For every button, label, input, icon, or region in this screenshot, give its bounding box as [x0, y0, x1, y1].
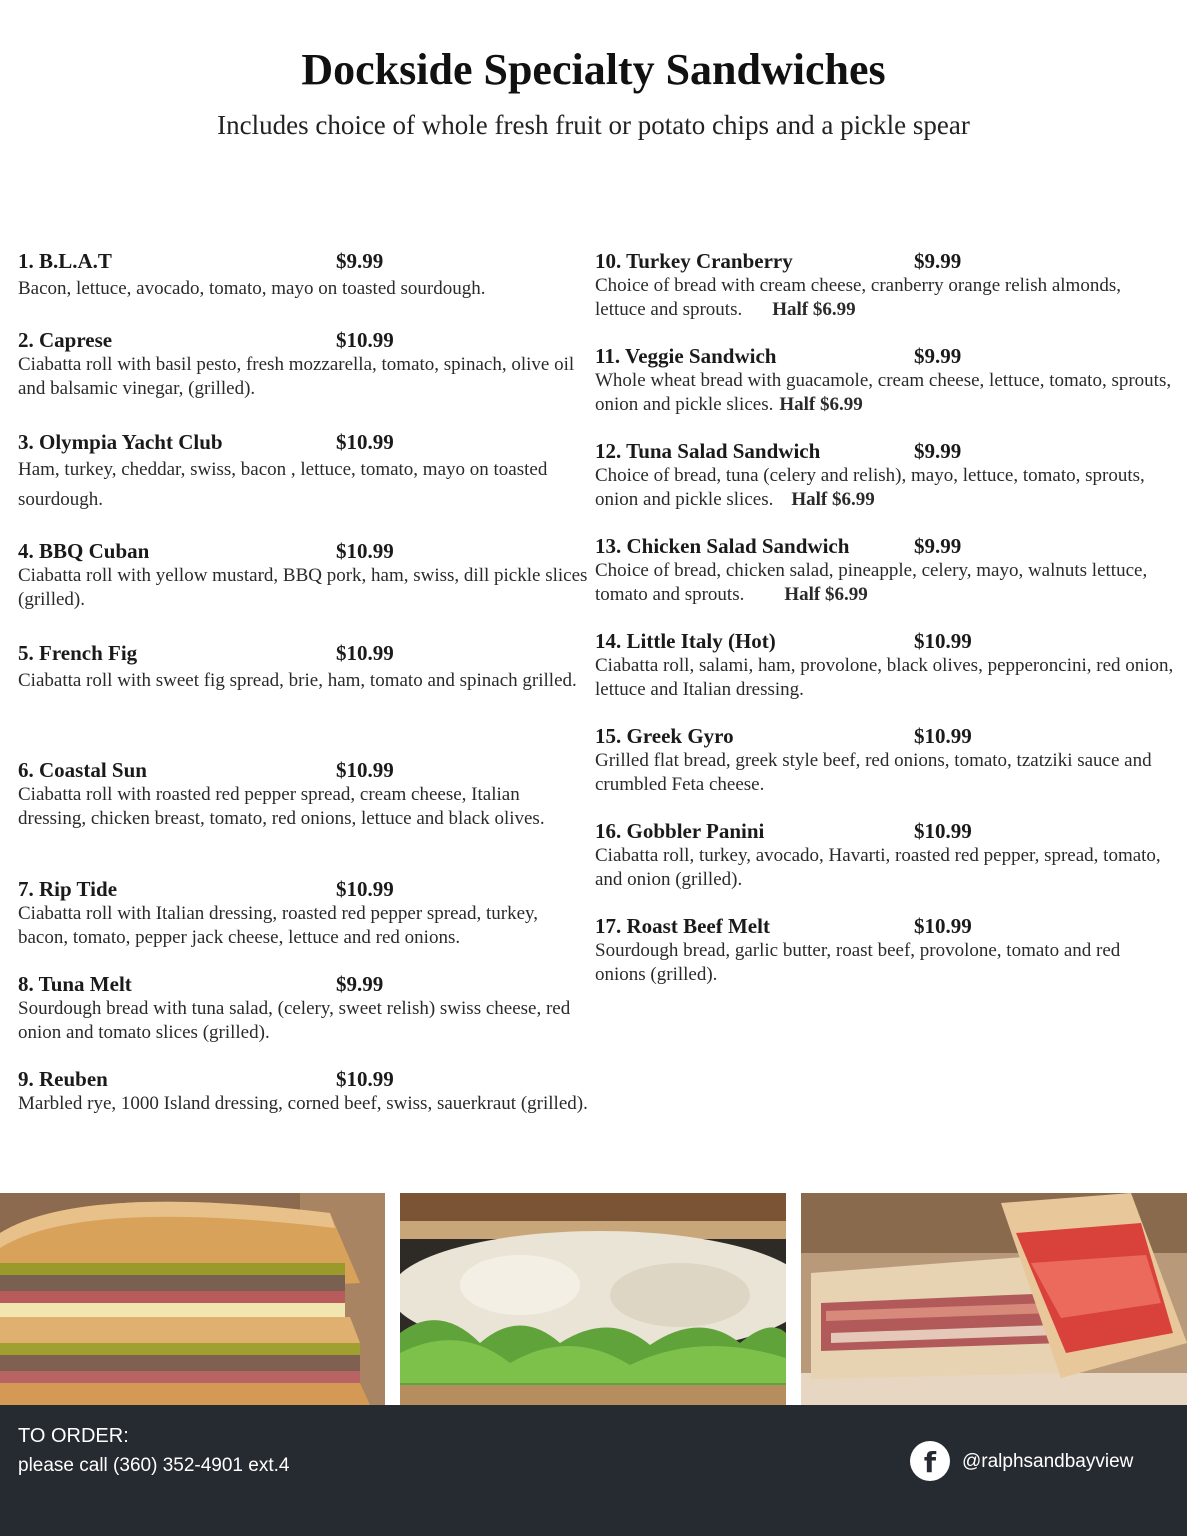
item-name: 13. Chicken Salad Sandwich: [595, 534, 850, 558]
item-name: 10. Turkey Cranberry: [595, 249, 793, 273]
item-desc: Sourdough bread, garlic butter, roast beef, provolone, tomato and red onions (grilled).: [595, 940, 1121, 985]
menu-item-olympia-yacht-club: [18, 429, 588, 515]
item-name: 17. Roast Beef Melt: [595, 914, 770, 938]
item-price: $9.99: [914, 249, 962, 273]
order-label: TO ORDER:: [18, 1425, 129, 1447]
item-name: 15. Greek Gyro: [595, 724, 734, 748]
item-desc: Ciabatta roll with sweet fig spread, brie, ham, tomato and spinach grilled.: [18, 670, 577, 691]
cuban-sandwich-photo: [0, 1193, 385, 1405]
item-price: $10.99: [336, 758, 394, 782]
menu-item-blat: [18, 248, 588, 304]
item-desc: Choice of bread with cream cheese, cranberry orange relish almonds, lettuce and sprouts.: [595, 275, 1121, 320]
item-desc: Ham, turkey, cheddar, swiss, bacon , lettuce, tomato, mayo on toasted sourdough.: [18, 459, 548, 510]
item-desc: Choice of bread, tuna (celery and relish), mayo, lettuce, tomato, sprouts, onion and pickle slices.: [595, 465, 1145, 510]
item-desc: Ciabatta roll, turkey, avocado, Havarti, roasted red pepper, spread, tomato, and onion (grilled).: [595, 845, 1161, 890]
item-name: 8. Tuna Melt: [18, 972, 132, 996]
half-price: Half $6.99: [784, 584, 868, 605]
half-price: Half $6.99: [791, 489, 875, 510]
roast-beef-melt-photo: [801, 1193, 1187, 1405]
page-subtitle: Includes choice of whole fresh fruit or potato chips and a pickle spear: [217, 110, 970, 140]
menu-item-caprese: [18, 327, 588, 401]
menu-item-roast-beef-melt: [595, 913, 1175, 987]
item-name: 6. Coastal Sun: [18, 758, 147, 782]
menu-item-reuben: [18, 1066, 588, 1116]
item-price: $10.99: [336, 328, 394, 352]
item-name: 16. Gobbler Panini: [595, 819, 765, 843]
social-handle[interactable]: @ralphsandbayview: [962, 1451, 1134, 1472]
item-name: 9. Reuben: [18, 1067, 108, 1091]
item-name: 1. B.L.A.T: [18, 249, 112, 273]
item-desc: Ciabatta roll with Italian dressing, roasted red pepper spread, turkey, bacon, tomato, pepper jack cheese, lettuce and red onions.: [18, 903, 539, 948]
item-price: $9.99: [914, 439, 962, 463]
item-desc: Bacon, lettuce, avocado, tomato, mayo on toasted sourdough.: [18, 278, 486, 299]
item-price: $10.99: [914, 914, 972, 938]
footer: [0, 1405, 1187, 1536]
menu-item-bbq-cuban: [18, 538, 588, 612]
menu-item-rip-tide: [18, 876, 588, 950]
item-price: $9.99: [336, 972, 384, 996]
item-name: 7. Rip Tide: [18, 877, 118, 901]
item-desc: Grilled flat bread, greek style beef, red onions, tomato, tzatziki sauce and crumbled Feta cheese.: [595, 750, 1152, 795]
item-price: $10.99: [336, 641, 394, 665]
item-price: $9.99: [914, 344, 962, 368]
menu-item-gobbler-panini: [595, 818, 1175, 892]
menu-item-greek-gyro: [595, 723, 1175, 797]
menu-item-tuna-melt: [18, 971, 588, 1045]
item-desc: Marbled rye, 1000 Island dressing, corned beef, swiss, sauerkraut (grilled).: [18, 1093, 588, 1114]
item-desc: Whole wheat bread with guacamole, cream cheese, lettuce, tomato, sprouts, onion and pickle slices.: [595, 370, 1172, 415]
menu-item-turkey-cranberry: [595, 248, 1175, 322]
item-desc: Ciabatta roll with yellow mustard, BBQ pork, ham, swiss, dill pickle slices (grilled).: [18, 565, 588, 610]
menu-item-little-italy: [595, 628, 1175, 702]
facebook-icon[interactable]: f: [910, 1441, 950, 1481]
item-name: 4. BBQ Cuban: [18, 539, 150, 563]
item-price: $9.99: [336, 249, 384, 273]
menu-item-tuna-salad-sandwich: [595, 438, 1175, 512]
item-desc: Choice of bread, chicken salad, pineapple, celery, mayo, walnuts lettuce, tomato and sprouts.: [595, 560, 1148, 605]
item-price: $10.99: [336, 1067, 394, 1091]
item-price: $10.99: [914, 819, 972, 843]
item-desc: Ciabatta roll with basil pesto, fresh mozzarella, tomato, spinach, olive oil and balsamic vinegar, (grilled).: [18, 354, 575, 399]
item-price: $10.99: [914, 629, 972, 653]
item-desc: Ciabatta roll with roasted red pepper spread, cream cheese, Italian dressing, chicken breast, tomato, red onions, lettuce and black olives.: [18, 784, 545, 829]
menu-item-french-fig: [18, 640, 588, 696]
half-price: Half $6.99: [779, 394, 863, 415]
item-price: $9.99: [914, 534, 962, 558]
order-phone: please call (360) 352-4901 ext.4: [18, 1455, 290, 1476]
item-price: $10.99: [914, 724, 972, 748]
item-name: 5. French Fig: [18, 641, 138, 665]
page-title: Dockside Specialty Sandwiches: [301, 45, 886, 94]
item-desc: Sourdough bread with tuna salad, (celery, sweet relish) swiss cheese, red onion and tomato slices (grilled).: [18, 998, 571, 1043]
menu-item-chicken-salad-sandwich: [595, 533, 1175, 607]
item-name: 14. Little Italy (Hot): [595, 629, 776, 653]
item-name: 3. Olympia Yacht Club: [18, 430, 223, 454]
item-price: $10.99: [336, 877, 394, 901]
menu-item-coastal-sun: [18, 757, 588, 831]
item-desc: Ciabatta roll, salami, ham, provolone, black olives, pepperoncini, red onion, lettuce and Italian dressing.: [595, 655, 1174, 700]
item-name: 2. Caprese: [18, 328, 113, 352]
item-name: 11. Veggie Sandwich: [595, 344, 777, 368]
item-price: $10.99: [336, 539, 394, 563]
item-price: $10.99: [336, 430, 394, 454]
chicken-salad-sandwich-photo: [400, 1193, 786, 1405]
half-price: Half $6.99: [772, 299, 856, 320]
item-name: 12. Tuna Salad Sandwich: [595, 439, 821, 463]
menu-item-veggie-sandwich: [595, 343, 1175, 417]
